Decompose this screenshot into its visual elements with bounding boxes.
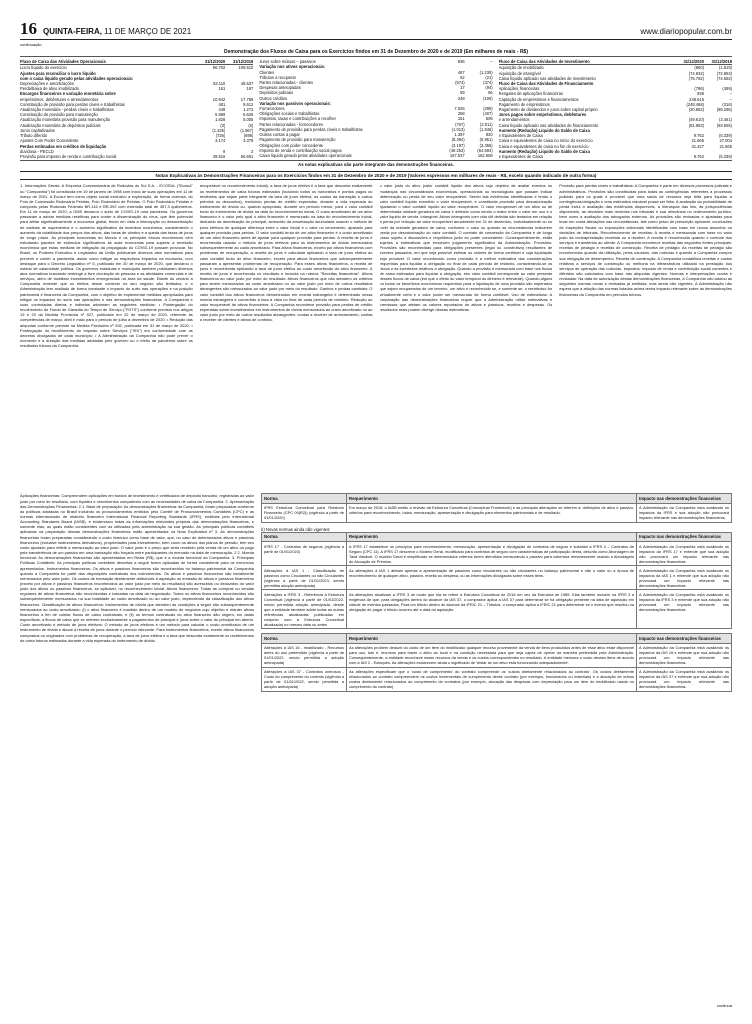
table-cell: Impostos, taxas e contribuições a recolher <box>259 116 337 122</box>
table-cell: 9.762 <box>693 133 704 139</box>
table-cell: 1.272 <box>243 107 254 113</box>
table-cell: (8.394) <box>451 137 465 143</box>
standards-table-1 <box>261 493 732 522</box>
table-cell: Aumento (Redução) Líquido do Saldo de Caixa <box>498 148 590 154</box>
table-cell: com o caixa líquido gerado pelas atividades operacionais: <box>20 75 134 81</box>
table-cell: 1.387 <box>454 132 465 138</box>
table-cell: empréstimos, debêntures e arrendamentos <box>20 96 99 102</box>
table-cell: Perdas estimadas em créditos de liquidação <box>20 143 107 149</box>
table-cell: Tributos a recuperar <box>259 74 297 80</box>
table-cell: – <box>729 96 732 102</box>
table-row <box>262 667 732 691</box>
table-cell: 9.762 <box>693 153 704 159</box>
table-row <box>499 154 732 159</box>
table-cell: (5.339) <box>719 153 732 159</box>
table-cell: 5.005 <box>243 117 254 123</box>
table-cell: (767) <box>455 121 465 127</box>
cashflow-table-investing-financing <box>499 59 732 159</box>
table-cell: 9 <box>223 148 226 154</box>
table-cell: Encargos financeiros e variação monetária sobre <box>20 91 116 97</box>
table-cell: 2 <box>251 148 254 154</box>
table-header-row <box>262 532 732 541</box>
table-cell: (698) <box>243 133 254 139</box>
table-cell: Impacto nas demonstrações financeiras <box>637 532 732 541</box>
table-cell: As alterações especificam que o 'custo de cumprimento' do contrato compreende os 'custos diretamente relacionados ao contrato'. Os custos diretamente relacionados ao contrato compreendem os custos incrementais de cumprimento desse contrato (por exemplo, funcionários ou materiais) e a alocação de outros custos diretamente relacionados ao cumprimento de contratos (por exemplo, alocação das despesas com depreciação para um item do imobilizado usado no cumprimento do contrato). <box>347 667 637 691</box>
table-cell: Variação nos passivos operacionais: <box>259 100 332 106</box>
table-cell: (374) <box>483 80 493 86</box>
table-cell: (299) <box>483 106 493 112</box>
table-cell: Aquisição de imobilizado <box>498 65 544 71</box>
table-row <box>262 503 732 522</box>
table-cell: Atualização monetária de depósitos judiciais <box>20 122 101 128</box>
table-cell: (89.286) <box>716 107 732 113</box>
table-row <box>20 154 253 159</box>
table-cell: 248 <box>457 95 465 101</box>
table-cell: A Administração da Companhia está avaliando os impactos da IAS 1 e entende que sua adoção não provocará um impacto relevante nas demonstrações financeiras. <box>637 566 732 590</box>
cashflow-title: Demonstração dos Fluxos de Caixa para os Exercícios findos em 31 de Dezembro de 2020 e de 2019 (Em milhares de reais - R$) <box>20 49 732 57</box>
table-cell: A IFRS 17 estabelece os princípios para reconhecimento, mensuração, apresentação e divulgação de contratos de seguro e substitui a IFRS 4 – Contratos de Seguro (CPC 11). A IFRS 17 descreve o Modelo Geral, modificado para contratos de seguro com características de participação direta, descrito como Abordagem de Taxa Variável. O modelo Geral é simplificado se determinados critérios forem atendidos mensurando o passivo para cobertura remanescente usando a Abordagem de Alocação de Prêmios. <box>347 542 637 566</box>
table-cell: A Administração da Companhia está avaliando os impactos da IFRS 3 e entende que sua adoção não provocará um impacto relevante nas demonstrações financeiras. <box>637 590 732 629</box>
table-cell: 62 <box>460 74 465 80</box>
table-cell: (3.355) <box>479 142 493 148</box>
table-cell: (3) <box>220 122 226 128</box>
table-cell: A Administração da Companhia está avaliando os impactos da IAS 16 e entende que sua adoção não provocará um impacto relevante nas demonstrações financeiras. <box>637 643 732 667</box>
table-cell: 5.969 <box>215 112 226 118</box>
table-cell: As alterações à IAS 1 afetam apenas a apresentação de passivos como circulantes ou não circulantes no balanço patrimonial e não o valor ou a época de reconhecimento de qualquer ativo, passivo, receita ou despesa, ou as informações divulgadas sobre esses itens. <box>347 566 637 590</box>
table-cell: 161 <box>218 86 226 92</box>
notes-column-2: recuperável no reconhecimento inicial), a taxa de juros efetiva é a taxa que desconta exatamente os recebimentos de caixa futuros estimados (incluindo todos os honorários e pontos pagos ou recebidos que sejam parte integrante da taxa de juros efetiva, os custos da transação e outros prêmios ou descontos), excluindo perdas de crédito esperadas, durante a vida esperada do instrumento de dívida ou, quando apropriado, durante um período menor, para o valor contábil bruto do instrumento de dívida na data do reconhecimento inicial. O custo amortizado de um ativo financeiro é o valor pelo qual o ativo financeiro é mensurado na data do reconhecimento inicial, deduzido da amortização do principal, acrescido da amortização acumulada usando o método de juros efetivos de qualquer diferença entre o valor inicial e o valor no vencimento, ajustado para qualquer provisão para perdas. O valor contábil bruto de um ativo financeiro é o custo amortizado de um ativo financeiro antes de ajustar para qualquer provisão para perdas. A receita de juros é reconhecida usando o método de juros efetivos para os instrumentos de dívida mensurados subsequentemente ao custo amortizado. Para ativos financeiros, exceto por ativos financeiros com problemas de recuperação, a receita de juros é calculada aplicando a taxa de juros efetiva ao valor contábil bruto do ativo financeiro, exceto para ativos financeiros que subsequentemente passaram a apresentar problemas de recuperação. Para esses ativos financeiros, a receita de juros é reconhecida aplicando a taxa de juros efetiva ao custo amortizado do ativo financeiro. A receita de juros é reconhecida no resultado e incluída na rubrica "Receitas financeiras". Ativos financeiros ao valor justo por meio do resultado: Ativos financeiros que não atendem os critérios para serem mensurados ao custo amortizado ou ao valor justo por meio de outros resultados abrangentes são mensurados ao valor justo por meio do resultado. Ganhos e perdas cambiais: O valor contábil dos ativos financeiros denominados em moeda estrangeira é determinado nessa moeda estrangeira e convertido à taxa à vista no final de cada período de relatório. Redução ao valor recuperável de ativos financeiros: A Companhia reconhece provisão para perdas de crédito esperadas sobre investimentos em instrumentos de dívida mensurados ao custo amortizado ou ao valor justo por meio de outros resultados abrangentes, contas a receber de arrendamento, contas a receber de clientes e ativos de contrato. <box>199 183 373 323</box>
table-cell: Captação de empréstimos e financiamentos <box>498 96 579 102</box>
standards-section <box>20 493 732 1024</box>
table-cell: Norma <box>262 494 347 503</box>
table-cell: 1.828 <box>215 117 226 123</box>
table-cell: Provisão para imposto de renda e contribuição social <box>20 153 117 159</box>
site-url[interactable]: www.diariopopular.com.br <box>640 27 732 36</box>
table-cell: Despesas antecipadas <box>259 85 301 91</box>
table-cell: (1.325) <box>212 127 226 133</box>
table-cell: Variação nos ativos operacionais: <box>259 64 326 70</box>
table-cell: Alterações à IFRS 3 - Referência à Estrutura Conceitual (vigência a partir de 01/01/2022, sendo permitida adoção antecipada, desde que a entidade também adote todas as outras referências atualizadas publicadas em conjunto com a Estrutura Conceitual atualizada) no mesmo data ou antes <box>262 590 347 629</box>
notes-column-1: 1. Informações Gerais: A Empresa Concessionária de Rodovias do Sul S.A. - ECOSUL ("Ecosul" ou "Companhia") foi constituída em 19 de janeiro de 1998 com início de suas operações em 11 de março de 2001. A Ecosul tem como objeto social exclusivo a exploração, de forma onerosa, do Polo de Concessão Rodoviária Pelotas, Polo Rodoviário de Pelotas. O Polo Rodoviário Pelotas é composto pelas Rodovias Federais BR-116 e BR-392 com extensão total de 457,3 quilômetros. Em 11 de março de 2020, a OMS declarou o surto de COVID-19 uma pandemia. Os governos passaram a adotar medidas restritivas para conter a disseminação do vírus, que têm potencial para afetar significativamente a economia global, tendo em vista a interrupção ou desaceleração de cadeias de suprimentos e o aumento significativo da incerteza econômica, considerando o aumento da volatilidade dos preços dos ativos, das taxas de câmbio e a queda das taxas de juros de longo prazo. As principais economias do Mundo e os principais blocos econômicos vêm estudando pacotes de estímulos significativos às suas economias para superar a recessão econômica que estas medidas de mitigação da propagação do COVID-19 possam provocar. No Brasil, os Poderes Executivo e Legislativo da União publicaram diversos atos normativos para prevenir e conter a pandemia, assim como mitigar os respectivos impactos na economia, com destaque para o Decreto Legislativo nº 6, publicado em 20 de março de 2020, que declarou o estado de calamidade pública. Os governos estaduais e municipais também publicaram diversos atos normativos buscando restringir a livre circulação de pessoas e as atividades comerciais e de serviços, além de viabilizar investimentos emergenciais na área da saúde. Diante do cenário a Companhia entende que os efeitos desse contexto no seu negócio são limitados, e a Administração tem avaliado de forma constante o impacto do surto nas operações e na posição patrimonial e financeira da Companhia, com o objetivo de implementar medidas apropriadas para mitigar os impactos do surto nas operações e nas demonstrações financeiras. A Companhia e suas controladas diretas e indiretas adotaram as seguintes medidas: • Postergação do recolhimento do Fundo de Garantia do Tempo de Serviço ("FGTS") conforme previsto nos artigos 19 e 20 da Medida Provisória nº 927, publicada em 22 de março de 2020, referente às competências de março, abril e maio para o período de julho a dezembro de 2020; • Redução das alíquotas conforme previsto na Medida Provisória nº 932, publicada em 31 de março de 2020. • Postergação do recolhimento do Imposto sobre Serviços ("ISS") em conformidade com os decretos divulgados de cada município; • A Administração da Companhia não pode prever o momento e a duração das medidas adotadas pelo governo ou o efeito da pandemia sobre os resultados futuros da Companhia. <box>20 183 193 349</box>
table-cell: (1.846) <box>479 126 493 132</box>
table-cell: 109.510 <box>238 65 254 71</box>
table-cell: Clientes <box>259 69 275 75</box>
table-cell: Aumento (Redução) Líquido do Saldo de Caixa <box>498 127 590 133</box>
table-cell: Obrigações com poder concedente <box>259 142 324 148</box>
table-cell: Caixa líquido gerado pelas atividades operacionais <box>259 152 352 158</box>
table-cell: Juros sobre mútuos – passivos <box>259 59 316 65</box>
table-cell: Pagamento de empréstimos <box>498 101 550 107</box>
table-cell: A Administração da Companhia está avaliando os impactos da IFRS 17 e entende que sua adoção não provocará um impacto relevante nas demonstrações financeiras. <box>637 542 732 566</box>
table-cell: Ajustes para reconciliar o lucro líquido <box>20 70 96 76</box>
table-row <box>259 153 492 158</box>
table-cell: (6) <box>248 122 254 128</box>
table-cell: – <box>490 59 493 65</box>
table-cell: 48.537 <box>240 81 254 87</box>
table-cell: 820 <box>485 132 493 138</box>
table-cell: 17.789 <box>240 96 254 102</box>
table-cell: 31/12/2019 <box>225 59 253 65</box>
table-cell: Caixa e equivalentes de caixa no início do exercício <box>498 138 593 144</box>
table-cell: 56.591 <box>240 153 254 159</box>
table-cell: Em março de 2018, o IASB emitiu a revisão da Estrutura Conceitual (Conceptual Framework) e as principais alterações se referem a: definições de ativo e passivo; critérios para reconhecimento, baixa, mensuração, apresentação e divulgação para elementos patrimoniais e de resultado. <box>347 503 637 522</box>
table-cell: Aquisição de intangível <box>498 70 541 76</box>
table-cell: (860) <box>694 65 704 71</box>
table-cell: Fluxo de Caixa das Atividades de Financiamento <box>498 81 594 87</box>
cashflow-table-operating <box>20 59 253 159</box>
table-cell: Caixa e equivalentes de caixa no fim do exercício <box>498 143 589 149</box>
table-row <box>262 643 732 667</box>
table-cell: 27.004 <box>719 138 732 144</box>
table-cell: Aplicações financeiras <box>498 86 540 92</box>
table-cell: (74.682) <box>716 75 732 81</box>
table-cell: Alterações à IAS 16 - Imobilizado - Recursos antes do uso pretendido (vigência a partir de 01/01/2022, sendo permitida a adoção antecipada) <box>262 643 347 667</box>
page-number: 16 <box>20 19 37 38</box>
table-cell: (248.468) <box>686 101 704 107</box>
table-cell: 31/12/2019 <box>704 59 732 65</box>
table-cell: 836 <box>457 59 465 65</box>
table-cell: (74.932) <box>688 70 704 76</box>
table-cell: 505 <box>485 116 493 122</box>
table-cell: 17 <box>460 85 465 91</box>
table-cell: 21.665 <box>719 143 732 149</box>
table-cell: (6.851) <box>479 137 493 143</box>
table-cell: (2.011) <box>479 121 493 127</box>
table-cell: 31/12/2020 <box>197 59 225 65</box>
table-cell: duvidosa - PECLD <box>20 148 54 154</box>
table-cell: (20.862) <box>688 107 704 113</box>
notes-column-3: o valor justo do ativo (valor contábil líquido dos ativos cujo objetivo de avaliar eventos ou mudanças nas circunstâncias econômicas, operacionais ou tecnológicas que possam indicar deterioração ou perda de seu valor recuperável. Sendo tais evidências identificadas e tendo o valor contábil líquido excedido o valor recuperável, é constituída provisão para desvalorização ajustando o valor contábil líquido ao valor recuperável. O valor recuperável de um ativo ou de determinada unidade geradora de caixa é definido como sendo o maior entre o valor em uso e o valor líquido de venda. Intangível: Ativos intangíveis com vida útil definida são testados em relação à perda por redução ao valor recuperável anualmente em 31 de dezembro, individualmente ou no nível da unidade geradora de caixa, conforme o caso ou quando as circunstâncias indicarem perda por desvalorização do valor contábil. O contrato de concessão da Companhia é de longo prazo sujeito a discussões e requilíbrios junto ao poder concedente. Consequentemente, estão sujeitos a estimativas que envolvem julgamento significativo da Administração. Provisões: Provisões são reconhecidas para obrigações presentes (legal ou construtiva) resultantes de eventos passados, em que seja possível estimar os valores de forma confiável e cuja liquidação seja provável. O valor reconhecido como provisão é a melhor estimativa das considerações requeridas para liquidar a obrigação no final de cada período de relatório, considerando-se os riscos e as incertezas relativos à obrigação. Quando a provisão é mensurada com base nos fluxos de caixa estimados para liquidar a obrigação, seu valor contábil corresponde ao valor presente desses fluxos de caixa (em que o efeito do valor temporal do dinheiro é relevante). Quando alguns ou todos os benefícios econômicos requeridos para a liquidação de uma provisão são esperados que sejam recuperados de um terceiro, um ativo é reconhecido se, e somente se, o reembolso for virtualmente certo e o valor puder ser mensurado de forma confiável. Uso de estimativas: A preparação das demonstrações financeiras requer que a Administração utilize estimativas e premissas que afetam os valores reportados de ativos e passivos, receitas e despesas. Os resultados reais podem divergir dessas estimativas. <box>379 183 553 313</box>
notes-title: Notas Explicativas às Demonstrações Financeiras para os Exercícios findos em 31 de Dezembro de 2020 e de 2019 (Valores expressos em milhares de reais - R$, exceto quando indicado de outra forma) <box>20 171 732 181</box>
table-cell: (49.253) <box>449 147 465 153</box>
table-cell: (5.339) <box>719 133 732 139</box>
table-cell: e Equivalentes de Caixa <box>498 153 543 159</box>
continuation-label: continuação <box>20 42 42 47</box>
table-cell: 56 <box>488 90 493 96</box>
table-cell: (1.239) <box>479 69 493 75</box>
standards-intro: b) Novas normas ainda não vigentes: <box>261 526 331 532</box>
table-row <box>262 590 732 629</box>
table-cell: Obrigações sociais e trabalhistas <box>259 111 320 117</box>
table-cell: 49.516 <box>212 153 226 159</box>
table-cell: Alterações à IAS 1 - Classificação de passivos como Circulantes ou não Circulantes (vigência a partir de 01/01/2023, sendo permitida adoção antecipada) <box>262 566 347 590</box>
table-cell: 52.110 <box>213 81 226 87</box>
table-cell: Imposto de renda e contribuição social pagos <box>259 147 342 153</box>
table-cell: 6.526 <box>243 112 254 118</box>
table-cell: Alterações à IAS 37 - Contratos onerosos - Custo do cumprimento do contrato (vigência a partir de 01/01/2022, sendo permitida a adoção antecipada) <box>262 667 347 691</box>
table-cell: 248.616 <box>689 96 704 102</box>
table-cell: Fluxo de Caixa das Atividades Operacionais <box>20 59 197 65</box>
notes-column-lower: Aplicações financeiras: Compreendem aplicações em fundos de investimento e certificados de depósito bancário, registradas ao valor justo por meio do resultado, com liquidez e vencimentos compatíveis com as necessidades de caixa da Companhia. 2. Apresentação das Demonstrações Financeiras: 2.1. Base de preparação: As demonstrações financeiras da Companhia, foram preparadas conforme as políticas adotadas no Brasil incluindo os pronunciamentos emitidos pelo Comitê de Pronunciamentos Contábeis (CPC) e as normas internacionais de relatório financeiro International Financial Reporting Standards (IFRS), emitidas pelo International Accounting Standards Board (IASB), e evidenciam todas as informações relevantes próprias das demonstrações financeiras, e somente elas, as quais estão consistentes com as utilizadas pela administração na sua gestão. As principais políticas contábeis aplicadas na preparação dessas demonstrações financeiras estão apresentadas na Nota Explicativa nº 3. As demonstrações financeiras foram preparadas considerando o custo histórico como base de valor, que, no caso de determinados ativos e passivos financeiros (inclusive instrumentos derivativos), propriedades para investimento, bem como os ativos dos planos de pensão, tem seu custo ajustado para refletir a mensuração ao valor justo. O valor justo é o preço que seria recebido pela venda de um ativo ou pago pela transferência de um passivo em uma transação não forçada entre participantes do mercado na data de mensuração. 2.2. Moeda funcional: As demonstrações financeiras são apresentadas em Reais (R$), que é a moeda funcional da Companhia. 3. Principais Políticas Contábeis: As principais políticas contábeis descritas a seguir foram aplicadas de forma consistente para os exercícios apresentados. Instrumentos financeiros: Os ativos e passivos financeiros são reconhecidos no balanço patrimonial da Companhia quando a Companhia for parte das disposições contratuais dos instrumentos. Os ativos e passivos financeiros são inicialmente mensurados pelo valor justo. Os custos de transação diretamente atribuíveis à aquisição ou emissão de ativos e passivos financeiros (exceto por ativos e passivos financeiros reconhecidos ao valor justo por meio do resultado) são acrescidos ou deduzidos do valor justo dos ativos ou passivos financeiros, se aplicável, no reconhecimento inicial. Ativos financeiros: Todas as compras ou vendas regulares de ativos financeiros são reconhecidas e baixadas na data da negociação. Todos os ativos financeiros reconhecidos são subsequentemente mensurados na sua totalidade ao custo amortizado ou ao valor justo, dependendo da classificação dos ativos financeiros. Classificação de ativos financeiros: Instrumentos de dívida que atendem as condições a seguir são subsequentemente mensurados ao custo amortizado: (i) o ativo financeiro é mantido dentro de um modelo de negócios cujo objetivo é manter ativos financeiros a fim de coletar fluxos de caixa contratuais; e (ii) os termos contratuais do ativo financeiro dão origem, em datas específicas, a fluxos de caixa que se referem exclusivamente a pagamentos de principal e juros sobre o valor do principal em aberto. Custo amortizado e método de juros efetivos: O método de juros efetivos é um método para calcular o custo amortizado de um instrumento de dívida e alocar a receita de juros durante o período relevante. Para instrumentos financeiros, exceto ativos financeiros comprados ou originados com problemas de recuperação, a taxa de juros efetiva é a taxa que desconta exatamente os recebimentos de caixa futuros estimados durante a vida esperada do instrumento de dívida. <box>20 493 254 643</box>
table-cell: (316) <box>722 101 732 107</box>
continues-label: continua <box>716 1003 732 1008</box>
table-cell: Pagamento de provisão para manutenção <box>259 137 336 143</box>
table-cell: (1.013) <box>451 126 465 132</box>
table-cell: 3.378 <box>243 138 254 144</box>
table-cell: 31/12/2020 <box>676 59 704 65</box>
table-cell: Impacto nas demonstrações financeiras <box>637 634 732 643</box>
table-cell: (72.863) <box>716 70 732 76</box>
table-cell: (726) <box>215 133 226 139</box>
table-cell: Requerimento <box>347 634 637 643</box>
table-cell: 96.702 <box>212 65 226 71</box>
table-cell: 151 <box>457 116 465 122</box>
table-cell: Partes relacionadas - fornecedores <box>259 121 324 127</box>
notes-body <box>20 183 732 491</box>
table-header-row <box>262 494 732 503</box>
table-cell: (93.565) <box>716 122 732 128</box>
table-cell: As alterações proíbem deduzir do custo de um item do imobilizado qualquer recurso proveniente da venda de itens produzidos antes de esse ativo estar disponível para uso, isto é, recursos para trazer o ativo ao local e na condição necessária para que seja capaz de operar da maneira pretendida pela Administração. Consequentemente, a entidade reconhece esses recursos da venda e os custos correspondentes no resultado. A entidade mensura o custo desses itens de acordo com a IAS 2 - Estoques. As alterações esclarecem ainda o significado de 'testar se um ativo está funcionando adequadamente'. <box>347 643 637 667</box>
table-cell: – <box>729 91 732 97</box>
table-cell: Depósitos judiciais <box>259 90 294 96</box>
table-cell: Norma <box>262 532 347 541</box>
table-cell: 467 <box>457 69 465 75</box>
table-header-row <box>262 634 732 643</box>
table-row <box>262 542 732 566</box>
table-cell: 258 <box>457 111 465 117</box>
table-cell: As alterações atualizam a IFRS 3 de modo que ela se refere à Estrutura Conceitual de 2018 em vez da Estrutura de 1989. Elas também incluem na IFRS 3 a exigência de que, para obrigações dentro do alcance da IAS 37, o comprador aplica a IAS 37 para determinar se há obrigação presente na data de aquisição em virtude de eventos passados. Para um tributo dentro do alcance da IFRIC 21 – Tributos, o comprador aplica a IFRIC 21 para determinar se o evento que resultou na obrigação de pagar o tributo ocorreu até a data da aquisição. <box>347 590 637 629</box>
table-cell: 7.026 <box>454 106 465 112</box>
table-cell: Atualização monetária - perdas cíveis e trabalhistas <box>20 107 114 113</box>
table-cell: Requerimento <box>347 532 637 541</box>
table-cell: Caixa líquido aplicado nas atividades de financiamento <box>498 122 599 128</box>
standards-table-3 <box>261 633 732 691</box>
table-cell: Fornecedores <box>259 106 285 112</box>
cashflow-statement <box>20 59 732 159</box>
table-cell: 10.942 <box>212 96 226 102</box>
table-cell: 197 <box>246 86 254 92</box>
table-cell: Outras contas a pagar <box>259 132 300 138</box>
table-cell: (407) <box>483 111 493 117</box>
table-cell: Constituição de provisão para perdas cíveis e trabalhistas <box>20 101 125 107</box>
table-cell: Resgates de aplicações financeiras <box>498 91 564 97</box>
table-cell: Lucro líquido do exercício <box>20 65 67 71</box>
table-cell: Fluxo de Caixa das Atividades de Investimento <box>499 59 676 65</box>
table-cell: Constituição de provisão para manutenção <box>20 112 98 118</box>
table-cell: A Administração da Companhia está avaliando os impactos da IFRS e sua adoção não provocará impacto relevante nas demonstrações financeiras. <box>637 503 732 522</box>
table-cell: Ajustes Com Poder Concedente <box>20 138 79 144</box>
table-cell: (3.461) <box>719 117 732 123</box>
table-cell: IFRS Estrutura Conceitual para Relatório Financeiro (CPC 00(R2)) (vigência a partir de 01/01/2020) <box>262 503 347 522</box>
table-cell: (3.197) <box>451 142 465 148</box>
table-cell: Pagamento de dividendos e juros sobre capital próprio <box>498 107 598 113</box>
table-cell: Requerimento <box>347 494 637 503</box>
table-cell: (796) <box>694 86 704 92</box>
table-cell: 449 <box>218 107 226 113</box>
table-cell: Depreciações e amortizações <box>20 81 74 87</box>
table-cell: 481 <box>218 101 226 107</box>
table-cell: 59 <box>460 90 465 96</box>
table-cell: 162.908 <box>477 152 493 158</box>
table-cell: Outros créditos <box>259 95 288 101</box>
table-cell: 3.174 <box>215 138 226 144</box>
table-cell: 936 <box>697 91 704 97</box>
table-cell: Caixa líquido aplicado nas atividades de investimento <box>498 75 596 81</box>
publication-date: QUINTA-FEIRA, 11 DE MARÇO DE 2021 <box>43 27 192 36</box>
table-cell: Partes relacionadas - clientes <box>259 80 314 86</box>
table-cell: Perda/baixa de ativo imobilizado <box>20 86 79 92</box>
table-cell: (574) <box>455 80 465 86</box>
standards-table-2 <box>261 532 732 629</box>
table-cell: A Administração da Companhia está avaliando os impactos da IAS 37 e entende que sua adoção não provocará um impacto relevante nas demonstrações financeiras. <box>637 667 732 691</box>
table-cell: (75.792) <box>688 75 704 81</box>
table-cell: 8.612 <box>243 101 254 107</box>
table-cell: Pagamento de provisão para perdas cíveis e trabalhistas <box>259 126 363 132</box>
table-cell: e Equivalentes de Caixa <box>498 133 543 139</box>
standards-tables <box>261 493 732 1024</box>
notes-column-4: Provisão para perdas cíveis e trabalhistas: A Companhia é parte em diversos processos judiciais e administrativos. Provisões são constituídas para todas as contingências referentes a processos judiciais para os quais é provável que uma saída de recursos seja feita para liquidar a contingência/obrigação e uma estimativa razoável possa ser feita. A avaliação da probabilidade de perda inclui a avaliação das evidências disponíveis, a hierarquia das leis, as jurisprudências disponíveis, as decisões mais recentes nos tribunais e sua relevância no ordenamento jurídico, bem como a avaliação dos advogados externos. As provisões são revisadas e ajustadas para levar em conta alterações nas circunstâncias, tais como prazo de prescrição aplicável, conclusões de inspeções fiscais ou exposições adicionais identificadas com base em novos assuntos ou decisões de tribunais. Reconhecimento de receitas: A receita é mensurada com base no valor justo da contraprestação recebida ou a receber. A receita é reconhecida quando o controle dos serviços é transferido ao cliente. A Companhia reconhece receitas das seguintes fontes principais: receitas de pedágio e receitas de construção. Receita de pedágio: As receitas de pedágio são reconhecidas quando da utilização, pelos usuários, das rodovias e quando a Companhia cumpre sua obrigação de desempenho. Receita de construção: A Companhia contabiliza receitas e custos relativos a serviços de construção ou melhoria na infraestrutura utilizada na prestação dos serviços de operação das rodovias. Impostos: Imposto de renda e contribuição social correntes e diferidos são calculados com base nas alíquotas vigentes. Normas e interpretações novas e revisadas: Na data de autorização destas demonstrações financeiras, a Companhia não adotou as seguintes normas novas e revisadas já emitidas, mas ainda não vigentes. A Administração não espera que a adoção das normas listadas acima tenha impacto relevante sobre as demonstrações financeiras da Companhia em períodos futuros. <box>559 183 732 297</box>
table-cell: Atualização monetária provisão para manutenção <box>20 117 111 123</box>
table-cell: (21) <box>485 74 493 80</box>
table-cell: (109) <box>483 95 493 101</box>
cashflow-table-operating-cont <box>259 59 492 158</box>
table-cell: Norma <box>262 634 347 643</box>
table-cell: (64.694) <box>477 147 493 153</box>
table-cell: IFRS 17 - Contratos de seguros (vigência a partir de 01/01/2023) <box>262 542 347 566</box>
table-cell: Juros capitalizados <box>20 127 55 133</box>
table-cell: e arrendamentos <box>498 117 530 123</box>
cashflow-note: As notas explicativas são parte integrante das demonstrações financeiras. <box>20 160 732 168</box>
table-cell: 167.537 <box>449 152 465 158</box>
table-cell: 31.427 <box>691 143 704 149</box>
table-cell: Impacto nas demonstrações financeiras <box>637 494 732 503</box>
table-cell: 21.665 <box>691 138 704 144</box>
newspaper-page <box>20 18 732 1008</box>
table-cell: (49.610) <box>688 117 704 123</box>
table-cell: (1.967) <box>240 127 254 133</box>
page-header <box>20 18 732 40</box>
table-row <box>262 566 732 590</box>
table-cell: (1.819) <box>719 65 732 71</box>
table-cell: (81.983) <box>688 122 704 128</box>
table-cell: Juros pagos sobre empréstimos, debêntures <box>498 112 587 118</box>
table-cell: (94) <box>485 85 493 91</box>
table-cell: Tributo diferido <box>20 133 48 139</box>
table-cell: (499) <box>722 86 732 92</box>
